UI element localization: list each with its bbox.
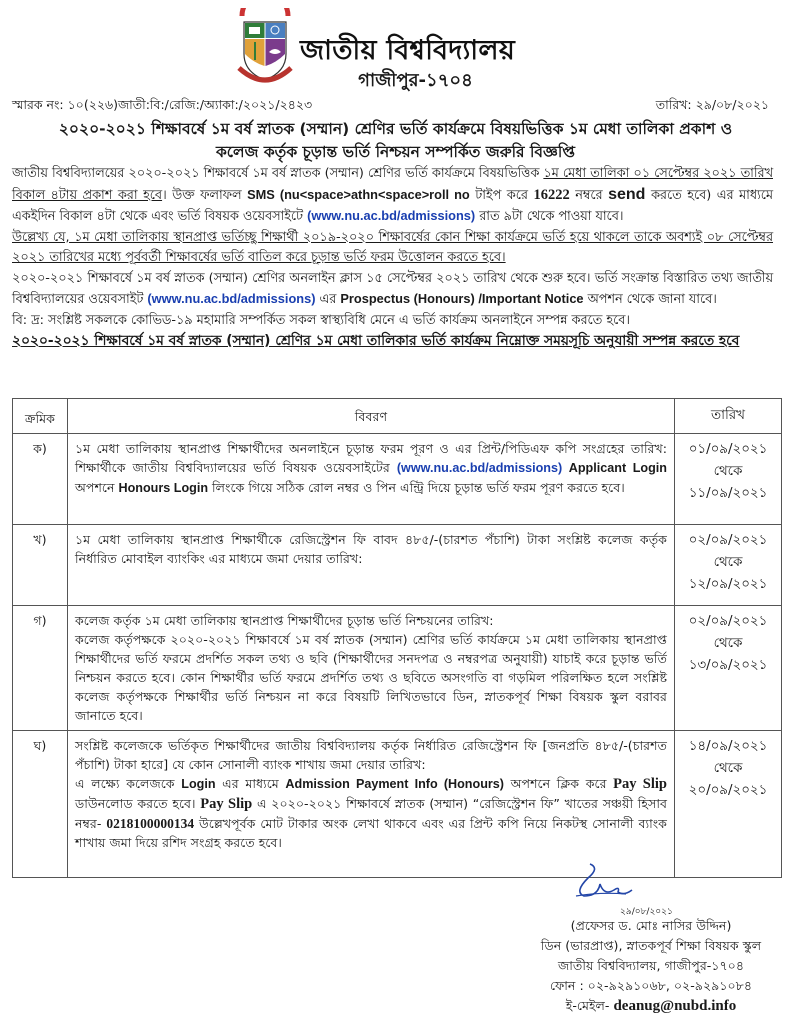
admissions-website-link[interactable]: (www.nu.ac.bd/admissions) xyxy=(307,208,476,223)
description-text: কলেজ কর্তৃপক্ষকে ২০২০-২০২১ শিক্ষাবর্ষে ১ম বর্ষ স্নাতক (সম্মান) শ্রেণির ভর্তি কার্যক্রমে ১ম মেধা তালিকায় স্থানপ্রাপ্ত শিক্ষার্থীদের ভর্তি ফরমে প্রদর্শিত সকল তথ্য ও ছবি (শিক্ষার্থীদের সনদপত্র ও নম্বরপত্র অনুযায়ী) যাচাই করে চূড়ান্ত ভর্তি নিশ্চয়ন করতে হবে। কোন শিক্ষার্থীর ভর্তি ফরমে প্রদর্শিত তথ্য ও ছবিতে অসংগতি বা গড়মিল পরিলক্ষিত হলে সংশ্লিষ্ট কলেজ কর্তৃপক্ষকে শিক্ষার্থীর ভর্তি নিশ্চয়ন না করে বিষয়টি লিখিতভাবে ডিন, স্নাতকপূর্ব শিক্ষা বিষয়ক স্কুল বরাবর জানাতে হবে। xyxy=(75,632,667,723)
row-date xyxy=(675,525,782,606)
signature-date: ২৯/০৮/২০২১ xyxy=(620,907,673,917)
notice-body xyxy=(12,164,773,352)
row-serial: গ) xyxy=(13,606,68,731)
description-text xyxy=(75,774,667,852)
admissions-website-link[interactable]: (www.nu.ac.bd/admissions) xyxy=(147,291,316,306)
table-row xyxy=(13,731,782,878)
row-description xyxy=(68,606,675,731)
row-description: ১ম মেধা তালিকায় স্থানপ্রাপ্ত শিক্ষার্থীকে রেজিস্ট্রেশন ফি বাবদ ৪৮৫/-(চারশত পঁচাশি) টাকা সংশ্লিষ্ট কলেজ কর্তৃক নির্ধারিত মোবাইল ব্যাংকিং এর মাধ্যমে জমা দেয়ার তারিখ: xyxy=(68,525,675,606)
send-keyword: send xyxy=(608,185,646,203)
text: নম্বরে xyxy=(569,187,609,203)
row-date xyxy=(675,731,782,878)
signatory-name: (প্রফেসর ড. মোঃ নাসির উদ্দিন) xyxy=(570,918,732,933)
text: এর মাধ্যমে xyxy=(215,776,286,791)
text: এর xyxy=(315,292,341,307)
text: লিংকে গিয়ে সঠিক রোল নম্বর ও পিন এন্ট্রি দিয়ে চূড়ান্ত ভর্তি ফরম পূরণ করতে হবে। xyxy=(208,480,625,495)
admissions-website-link[interactable]: (www.nu.ac.bd/admissions) xyxy=(396,461,563,475)
description-heading: সংশ্লিষ্ট কলেজকে ভর্তিকৃত শিক্ষার্থীদের জাতীয় বিশ্ববিদ্যালয় কর্তৃক নির্ধারিত রেজিস্ট্রেশন ফি [জনপ্রতি ৪৮৫/-(চারশত পঁচাশি) টাকা হারে] যে কোন সোনালী ব্যাংক শাখায় জমা দেয়ার তারিখ: xyxy=(75,738,667,772)
date-to: ১১/০৯/২০২১ xyxy=(688,486,768,501)
date-from: ০১/০৯/২০২১ xyxy=(688,442,768,457)
text: । উক্ত ফলাফল xyxy=(162,187,248,203)
date-separator: থেকে xyxy=(713,555,743,570)
row-serial: ঘ) xyxy=(13,731,68,878)
signature-block xyxy=(520,916,782,1016)
pay-slip-text: Pay Slip xyxy=(200,796,253,812)
description-heading: কলেজ কর্তৃক ১ম মেধা তালিকায় স্থানপ্রাপ্ত শিক্ষার্থীদের চূড়ান্ত ভর্তি নিশ্চয়নের তারিখ: xyxy=(75,613,494,628)
text: এ ২০২০-২০২১ শিক্ষাবর্ষে স্নাতক (সম্মান) “রেজিস্ট্রেশন ফি” খাতের সঞ্চয়ী হিসাব নম্বর- xyxy=(75,796,668,831)
header-description: বিবরণ xyxy=(68,399,675,434)
email-label: ই-মেইল- xyxy=(565,998,614,1013)
sms-number: 16222 xyxy=(533,186,570,203)
header-date: তারিখ xyxy=(675,399,782,434)
table-row xyxy=(13,525,782,606)
signatory-institution: জাতীয় বিশ্ববিদ্যালয়, গাজীপুর-১৭০৪ xyxy=(557,958,745,973)
text: অপশনে xyxy=(75,480,119,495)
prospectus-option: Prospectus (Honours) /Important Notice xyxy=(340,291,584,306)
date-to: ২০/০৯/২০২১ xyxy=(688,783,768,798)
signature-icon xyxy=(570,862,640,902)
admission-schedule-table xyxy=(12,398,782,878)
text: ১ম মেধা তালিকায় স্থানপ্রাপ্ত শিক্ষার্থীদের অনলাইনে চূড়ান্ত ফরম পূরণ ও এর প্রিন্ট/পিডিএফ কপি সংগ্রহের তারিখ: শিক্ষার্থীকে জাতীয় বিশ্ববিদ্যালয়ের ভর্তি বিষয়ক ওয়েবসাইটের xyxy=(75,441,667,475)
account-number: 0218100000134 xyxy=(106,816,195,831)
text: ২০২০-২০২১ শিক্ষাবর্ষে ১ম বর্ষ স্নাতক (সম্মান) শ্রেণির অনলাইন ক্লাস ১৫ সেপ্টেম্বর ২০২১ তারিখ থেকে শুরু হবে। ভর্তি সংক্রান্ত বিস্তারিত তথ্য জাতীয় বিশ্ববিদ্যালয়ের ওয়েবসাইট xyxy=(12,270,773,307)
university-name: জাতীয় বিশ্ববিদ্যালয় xyxy=(300,35,516,66)
row-description xyxy=(68,731,675,878)
text: টাইপ করে xyxy=(469,187,534,203)
text: এ লক্ষ্যে কলেজকে xyxy=(75,776,182,791)
title-line-1: ২০২০-২০২১ শিক্ষাবর্ষে ১ম বর্ষ স্নাতক (সম্মান) শ্রেণির ভর্তি কার্যক্রমে বিষয়ভিত্তিক ১ম মেধা তালিকা প্রকাশ ও xyxy=(58,120,733,138)
text: জাতীয় বিশ্ববিদ্যালয়ের ২০২০-২০২১ শিক্ষাবর্ষে ১ম বর্ষ স্নাতক (সম্মান) শ্রেণির ভর্তি কার্যক্রমে বিষয়ভিত্তিক xyxy=(12,166,544,181)
email-link[interactable]: deanug@nubd.info xyxy=(613,998,737,1014)
notice-title xyxy=(10,118,781,164)
text: অপশনে ক্লিক করে xyxy=(503,776,614,791)
date-from: ০২/০৯/২০২১ xyxy=(688,614,768,629)
schedule-intro: ২০২০-২০২১ শিক্ষাবর্ষে ১ম বর্ষ স্নাতক (সম্মান) শ্রেণির ১ম মেধা তালিকার ভর্তি কার্যক্রম নিম্নোক্ত সময়সূচি অনুযায়ী সম্পন্ন করতে হবে xyxy=(12,333,740,349)
date-from: ১৪/০৯/২০২১ xyxy=(688,739,768,754)
row-date xyxy=(675,434,782,525)
text: রাত ৯টা থেকে পাওয়া যাবে। xyxy=(475,209,624,224)
pay-slip-text: Pay Slip xyxy=(613,776,667,792)
text: অপশন থেকে জানা যাবে। xyxy=(583,292,717,307)
header-serial: ক্রমিক xyxy=(13,399,68,434)
row-serial: খ) xyxy=(13,525,68,606)
paragraph-covid-note: বি: দ্র: সংশ্লিষ্ট সকলকে কোভিড-১৯ মহামারি সম্পর্কিত সকল স্বাস্থ্যবিধি মেনে এ ভর্তি কার্যক্রম অনলাইনে সম্পন্ন করতে হবে। xyxy=(12,312,630,328)
row-description xyxy=(68,434,675,525)
date-to: ১৩/০৯/২০২১ xyxy=(688,658,768,673)
admission-payment-info-text: Admission Payment Info (Honours) xyxy=(285,777,504,791)
date-to: ১২/০৯/২০২১ xyxy=(688,577,768,592)
table-row xyxy=(13,434,782,525)
applicant-login-text: Applicant Login xyxy=(562,461,667,475)
date-separator: থেকে xyxy=(713,636,743,651)
signatory-designation: ডিন (ভারপ্রাপ্ত), স্নাতকপূর্ব শিক্ষা বিষয়ক স্কুল xyxy=(540,938,762,953)
memo-number: স্মারক নং: ১০(২২৬)জাতী:বি:/রেজি:/অ্যাকা:/২০২১/২৪২৩ xyxy=(12,97,313,112)
paragraph-online-class xyxy=(12,269,773,311)
date-from: ০২/০৯/২০২১ xyxy=(688,533,768,548)
university-city: গাজীপুর-১৭০৪ xyxy=(358,70,473,91)
title-line-2: কলেজ কর্তৃক চূড়ান্ত ভর্তি নিশ্চয়ন সম্পর্কিত জরুরি বিজ্ঞপ্তি xyxy=(215,143,576,161)
text: উল্লেখপূর্বক মোট টাকার অংক লেখা থাকবে এবং এর প্রিন্ট কপি নিয়ে নিকটস্থ সোনালী ব্যাংক শাখায় জমা দিয়ে রশিদ সংগ্রহ করতে হবে। xyxy=(75,816,667,850)
signatory-email xyxy=(520,996,782,1016)
signatory-phone: ফোন : ০২-৯২৯১০৬৮, ০২-৯২৯১০৮৪ xyxy=(549,978,753,993)
date-separator: থেকে xyxy=(713,761,743,776)
row-date xyxy=(675,606,782,731)
honours-login-text: Honours Login xyxy=(118,481,209,495)
paragraph-previous-admission: উল্লেখ্য যে, ১ম মেধা তালিকায় স্থানপ্রাপ্ত ভর্তিচ্ছু শিক্ষার্থী ২০১৯-২০২০ শিক্ষাবর্ষের কোন শিক্ষা কার্যক্রমে ভর্তি হয়ে থাকলে তাকে অবশ্যই ০৮ সেপ্টেম্বর ২০২১ তারিখের মধ্যে পূর্ববর্তী শিক্ষাবর্ষের ভর্তি বাতিল করে চূড়ান্ত ভর্তি ফরম উত্তোলন করতে হবে। xyxy=(12,229,773,265)
text: ডাউনলোড করতে হবে। xyxy=(75,796,201,811)
table-row xyxy=(13,606,782,731)
notice-date: তারিখ: ২৯/০৮/২০২১ xyxy=(655,97,769,112)
table-header-row xyxy=(13,399,782,434)
date-separator: থেকে xyxy=(713,464,743,479)
row-serial: ক) xyxy=(13,434,68,525)
paragraph-result-publication xyxy=(12,164,773,228)
merit-list-date-text: ১ম মেধা তালিকা ০১ সেপ্টেম্বর ২০২১ তারিখ বিকাল ৪টায় প্রকাশ করা হবে xyxy=(12,166,773,203)
sms-format: SMS (nu<space>athn<space>roll no xyxy=(247,186,470,202)
text: করতে হবে) এর মাধ্যমে একইদিন বিকাল ৪টা থেকে এবং ভর্তি বিষয়ক ওয়েবসাইটে xyxy=(12,187,773,224)
login-text: Login xyxy=(181,777,216,791)
